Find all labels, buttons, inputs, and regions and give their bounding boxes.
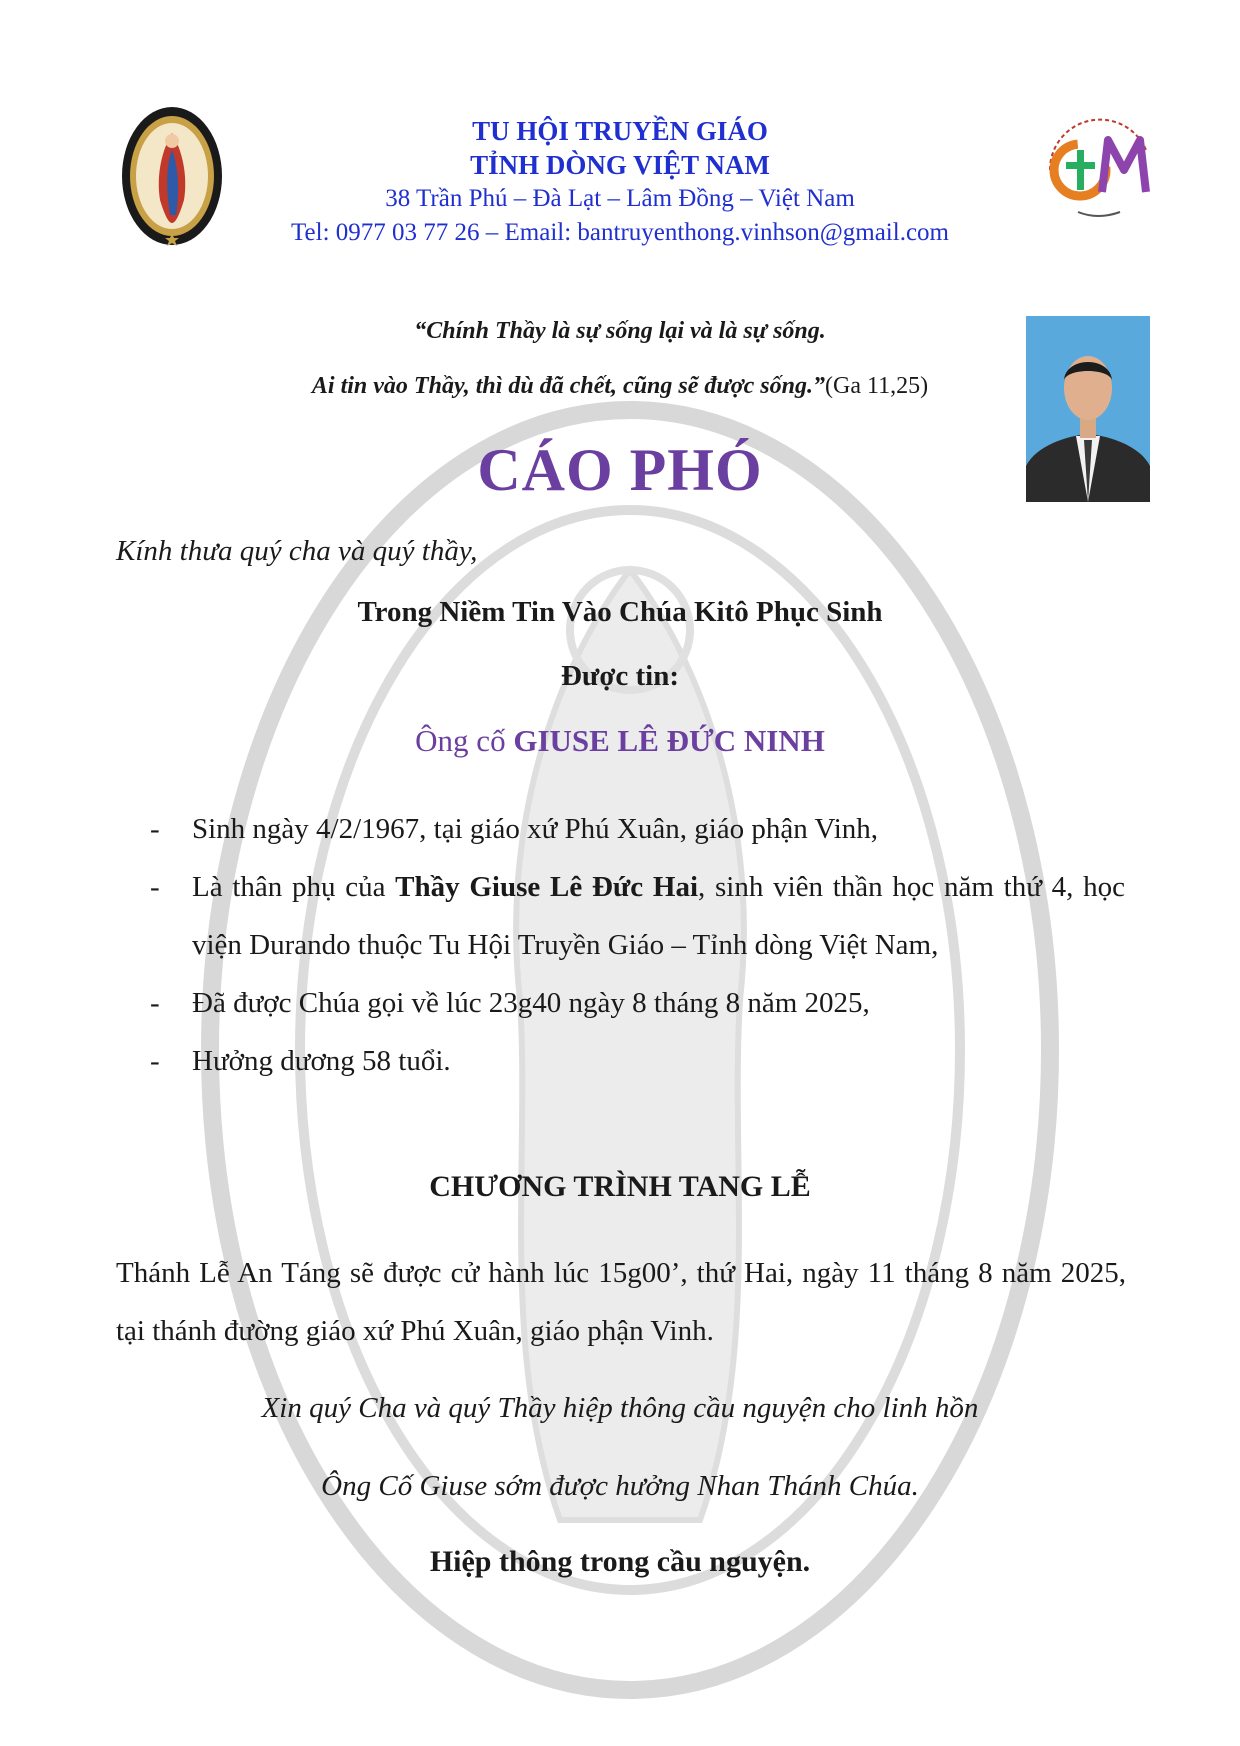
greeting: Kính thưa quý cha và quý thầy, [116, 535, 478, 567]
quote-line2: Ai tin vào Thầy, thì dù đã chết, cũng sẽ được sống.” [311, 373, 825, 399]
bullet-dash: - [150, 813, 160, 845]
deceased-details-list [150, 800, 1125, 1090]
faith-line: Trong Niềm Tin Vào Chúa Kitô Phục Sinh [357, 596, 883, 628]
org-address: 38 Trần Phú – Đà Lạt – Lâm Đồng – Việt Nam [385, 185, 855, 212]
org-name-line2: TỈNH DÒNG VIỆT NAM [470, 150, 770, 180]
son-name: Thầy Giuse Lê Đức Hai [395, 871, 699, 903]
bullet-dash: - [150, 987, 160, 1019]
closing-line: Hiệp thông trong cầu nguyện. [429, 1545, 811, 1578]
prayer-line1: Xin quý Cha và quý Thầy hiệp thông cầu nguyện cho linh hồn [261, 1392, 979, 1424]
death-info: Đã được Chúa gọi về lúc 23g40 ngày 8 tháng 8 năm 2025, [192, 987, 870, 1019]
bullet-dash: - [150, 1045, 160, 1077]
program-title: CHƯƠNG TRÌNH TANG LỄ [429, 1170, 811, 1203]
deceased-name: GIUSE LÊ ĐỨC NINH [513, 723, 825, 758]
program-text: Thánh Lễ An Táng sẽ được cử hành lúc 15g00’, thứ Hai, ngày 11 tháng 8 năm 2025, tại thánh đường giáo xứ Phú Xuân, giáo phận Vinh. [116, 1257, 1126, 1347]
communications-logo [1028, 100, 1170, 240]
org-contact: Tel: 0977 03 77 26 – Email: bantruyenthong.vinhson@gmail.com [291, 219, 949, 246]
deceased-name-line [0, 723, 1240, 759]
deceased-prefix: Ông cố [415, 723, 506, 758]
list-item [150, 800, 1125, 858]
quote-line1: “Chính Thầy là sự sống lại và là sự sống. [414, 318, 826, 344]
age-info: Hưởng dương 58 tuổi. [192, 1045, 451, 1077]
birth-info: Sinh ngày 4/2/1967, tại giáo xứ Phú Xuân, giáo phận Vinh, [192, 813, 879, 845]
prayer-line2: Ông Cố Giuse sớm được hưởng Nhan Thánh Chúa. [321, 1470, 919, 1502]
list-item [150, 1032, 1125, 1090]
quote-reference: (Ga 11,25) [825, 373, 929, 399]
relation-post: , sinh viên thần học năm thứ 4, học viện Durando thuộc Tu Hội Truyền Giáo – Tỉnh dòng Việt Nam, [192, 871, 1125, 961]
list-item [150, 974, 1125, 1032]
org-name-line1: TU HỘI TRUYỀN GIÁO [472, 116, 768, 146]
relation-pre: Là thân phụ của [192, 871, 396, 903]
page-title: CÁO PHÓ [477, 437, 763, 503]
news-label: Được tin: [560, 660, 680, 692]
bullet-dash: - [150, 871, 160, 903]
list-item [150, 858, 1125, 974]
